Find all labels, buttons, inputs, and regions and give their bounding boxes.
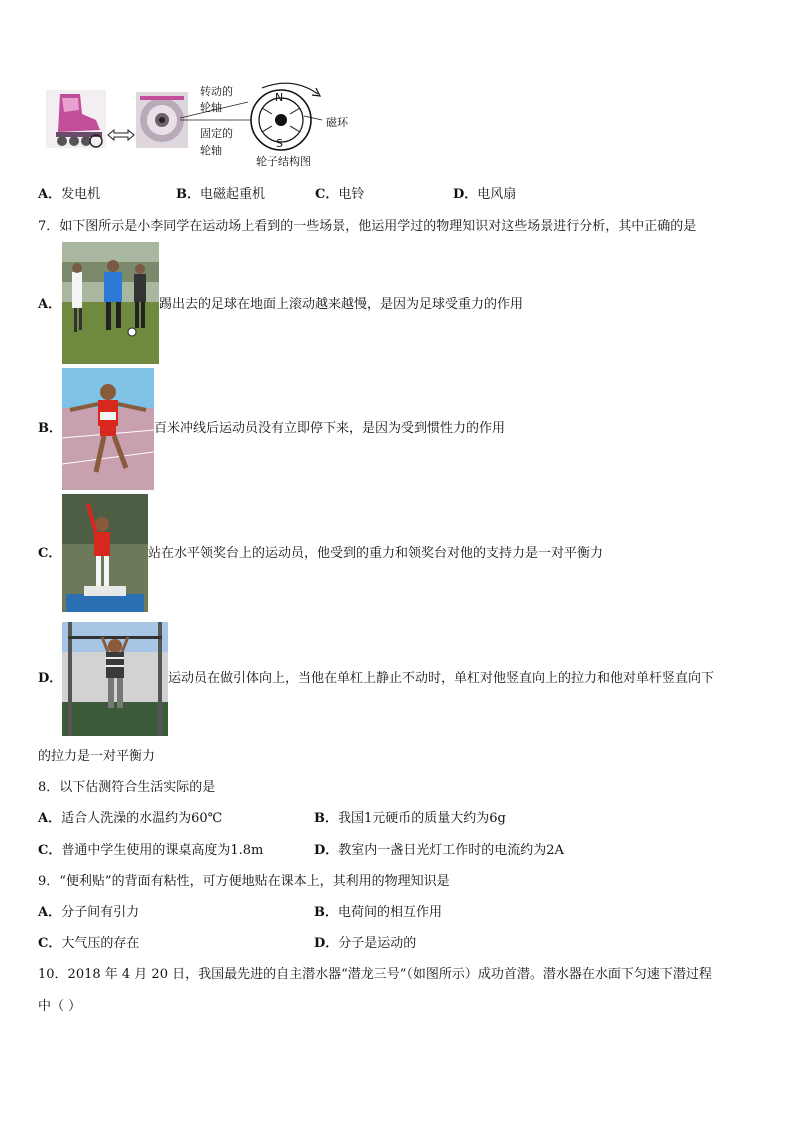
q10-stem-line1: 10．2018 年 4 月 20 日，我国最先进的自主潜水器“潜龙三号”（如图所示）成功首潜。潜水器在水面下匀速下潜过程 (38, 967, 712, 982)
label-rotating-axle-2: 轮轴 (200, 101, 222, 114)
label-rotating-axle-1: 转动的 (200, 85, 233, 98)
soccer-photo (62, 242, 159, 364)
q7-stem: 7．如下图所示是小李同学在运动场上看到的一些场景，他运用学过的物理知识对这些场景进行分析，其中正确的是 (38, 219, 697, 234)
q7-option-d: D． (38, 671, 63, 686)
q9-stem: 9．“便利贴”的背面有粘性，可方便地贴在课本上，其利用的物理知识是 (38, 874, 450, 889)
q6-option-c: C．电铃 (315, 187, 365, 202)
q10-stem-line2: 中（ ） (38, 999, 82, 1014)
label-fixed-axle-2: 轮轴 (200, 144, 222, 157)
q7-option-a-text: 踢出去的足球在地面上滚动越来越慢，是因为足球受重力的作用 (159, 297, 524, 312)
q8-option-d: D．教室内一盏日光灯工作时的电流约为2A (314, 843, 564, 858)
q8-stem: 8．以下估测符合生活实际的是 (38, 780, 216, 795)
q7-option-d-text: 运动员在做引体向上，当他在单杠上静止不动时，单杠对他竖直向上的拉力和他对单杆竖直向下 (168, 671, 715, 686)
label-fixed-axle-1: 固定的 (200, 127, 233, 140)
q6-option-a: A．发电机 (38, 187, 101, 202)
q7-option-a: A． (38, 297, 62, 312)
q8-option-c: C．普通中学生使用的课桌高度为1.8m (38, 843, 264, 858)
pull-up-photo (62, 622, 168, 736)
q9-option-d: D．分子是运动的 (314, 936, 417, 951)
q9-option-b: B．电荷间的相互作用 (314, 905, 443, 920)
q7-option-d-continuation: 的拉力是一对平衡力 (38, 749, 156, 764)
q9-option-a: A．分子间有引力 (38, 905, 140, 920)
q7-option-b-text: 百米冲线后运动员没有立即停下来，是因为受到惯性力的作用 (154, 421, 506, 436)
q7-option-c: C． (38, 546, 62, 561)
q6-option-b: B．电磁起重机 (176, 187, 266, 202)
q6-option-d: D．电风扇 (453, 187, 517, 202)
label-n: N (275, 91, 284, 104)
figure-caption: 轮子结构图 (256, 155, 311, 168)
q7-option-b: B． (38, 421, 62, 436)
q8-option-a: A．适合人洗澡的水温约为60℃ (38, 811, 223, 826)
label-magnet-ring: 磁环 (326, 116, 348, 129)
label-s: S (276, 137, 283, 150)
q9-option-c: C．大气压的存在 (38, 936, 140, 951)
podium-photo (62, 494, 148, 612)
sprinter-photo (62, 368, 154, 490)
q7-option-c-text: 站在水平领奖台上的运动员，他受到的重力和领奖台对他的支持力是一对平衡力 (148, 546, 604, 561)
arrow-icon (106, 128, 136, 146)
roller-skate-photo (46, 90, 106, 148)
q8-option-b: B．我国1元硬币的质量大约为6g (314, 811, 506, 826)
